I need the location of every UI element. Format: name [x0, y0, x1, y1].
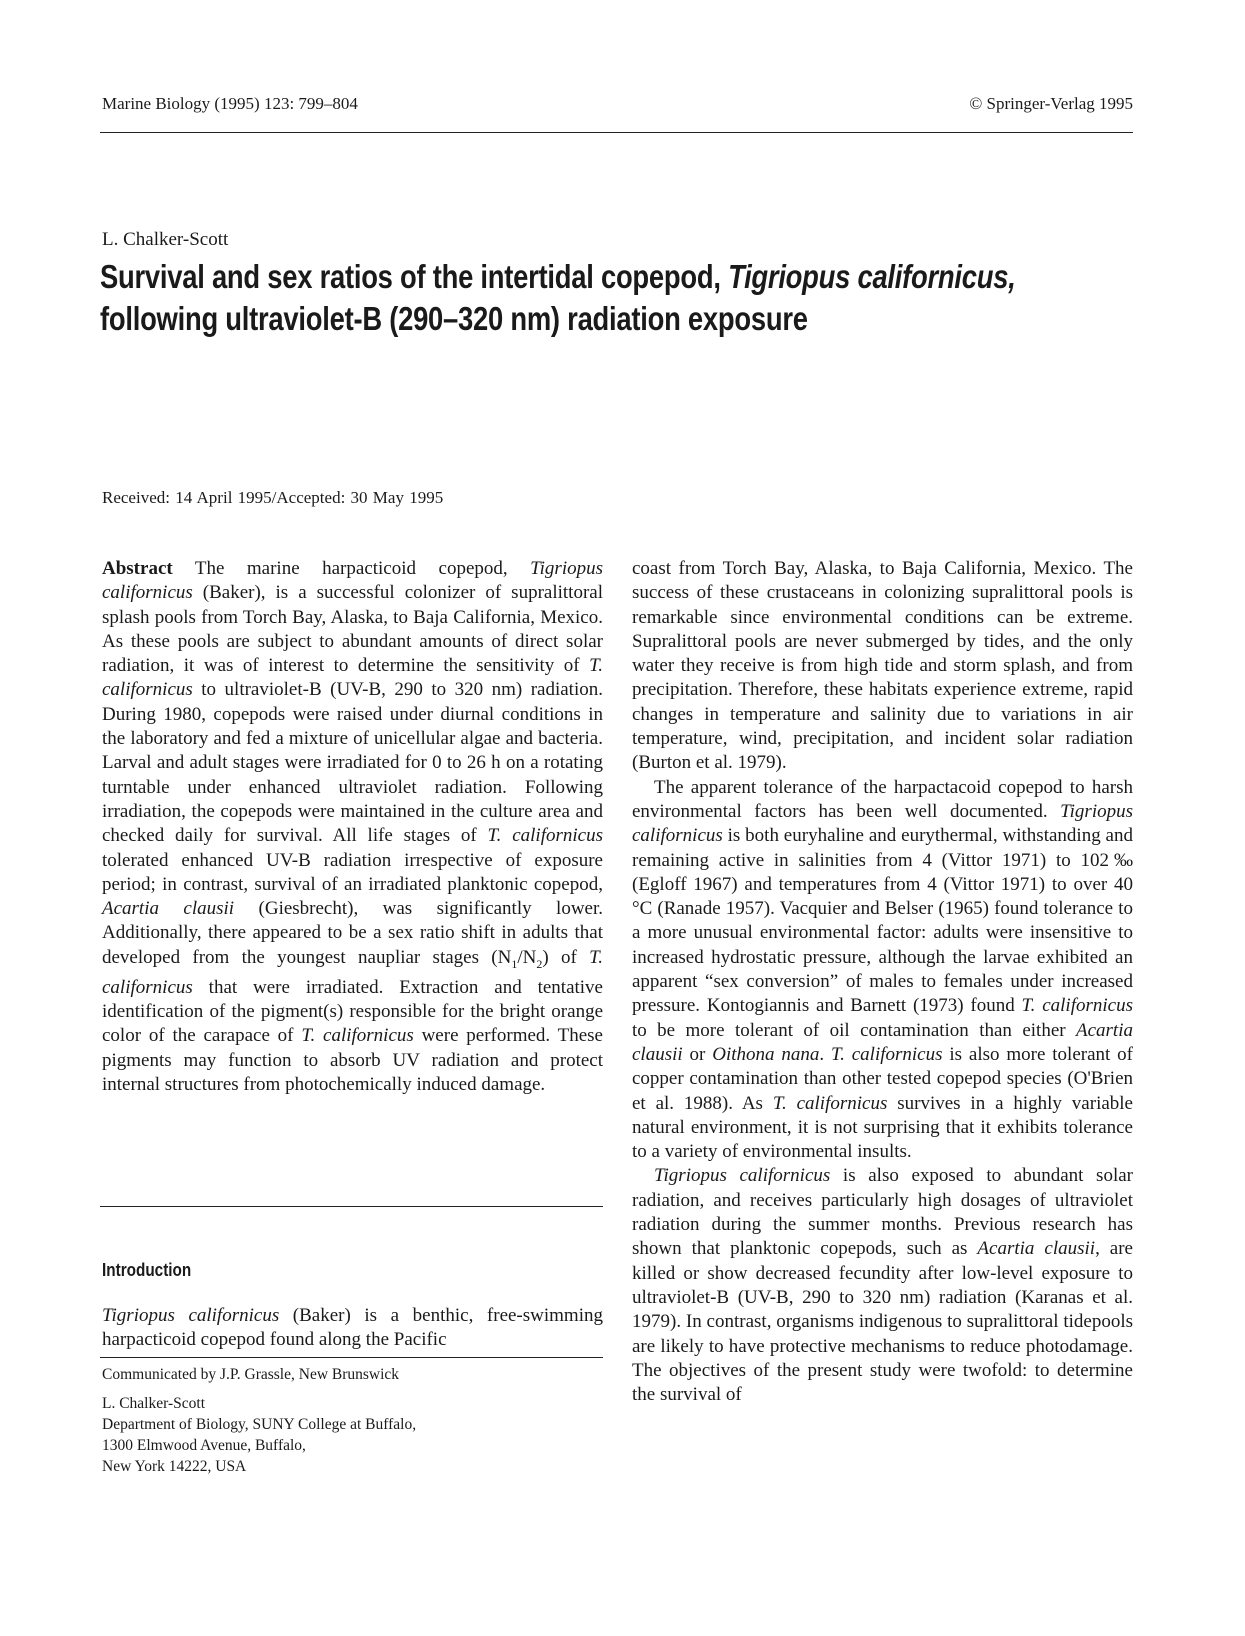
text-segment: Acartia clausii — [102, 898, 235, 920]
body-right-column — [632, 557, 1133, 1407]
title-species: Tigriopus californicus, — [728, 258, 1016, 295]
abstract-label: Abstract — [102, 558, 173, 579]
text-segment: Tigriopus californicus — [632, 800, 1133, 847]
text-segment: 1 — [511, 956, 518, 971]
text-segment: T. californicus — [830, 1043, 943, 1065]
introduction-paragraph — [102, 1304, 603, 1353]
text-segment: Tigriopus californicus — [654, 1165, 831, 1187]
text-segment: . — [819, 1043, 831, 1065]
text-segment: is also exposed to abundant solar radiation, and receives particularly high dosages of ultraviolet radiation during the summer months. Previous research has shown that planktonic copepods, such as — [632, 1165, 1133, 1260]
text-segment: is both euryhaline and eurythermal, withstanding and remaining active in salinities from 4 (Vittor 1971) to 102‰ (Egloff 1967) and temperatures from 4 (Vittor 1971) to over 40 °C (Ranade 1957). Vacquier and Belser (1965) found tolerance to a more unusual environmental factor: adults were insensitive to increased hydrostatic pressure, although the larvae exhibited an apparent “sex conversion” of males to females under increased pressure. Kontogiannis and Barnett (1973) found — [632, 825, 1133, 1017]
abstract-column — [102, 557, 603, 1097]
text-segment: Oithona nana — [712, 1043, 820, 1065]
copyright-notice: © Springer-Verlag 1995 — [969, 94, 1133, 113]
text-segment: The marine harpacticoid copepod, — [172, 558, 531, 579]
text-segment: tolerated enhanced UV-B radiation irrespective of exposure period; in contrast, survival of an irradiated planktonic copepod, — [102, 849, 603, 895]
journal-citation: Marine Biology (1995) 123: 799–804 — [102, 94, 358, 113]
text-segment: (Giesbrecht), was significantly lower. Additionally, there appeared to be a sex ratio shift in adults that developed from the youngest naupliar stages (N — [102, 898, 604, 968]
text-segment: coast from Torch Bay, Alaska, to Baja California, Mexico. The success of these crustaceans in colonizing supralittoral pools is remarkable since environmental conditions can be extreme. Supralittoral pools are never submerged by tides, and the only water they receive is from high tide and storm splash, and from precipitation. Therefore, these habitats experience extreme, rapid changes in temperature and salinity due to variations in air temperature, wind, precipitation, and incident solar radiation (Burton et al. 1979). — [632, 558, 1133, 774]
text-segment: T. californicus — [1021, 995, 1133, 1017]
footnote-divider — [100, 1357, 603, 1358]
text-segment: /N — [517, 946, 537, 968]
text-segment: to be more tolerant of oil contamination than either — [632, 1019, 1076, 1041]
text-segment: The apparent tolerance of the harpactacoid copepod to harsh environmental factors has been well documented. — [632, 776, 1133, 822]
text-segment: or — [682, 1043, 713, 1065]
body-paragraph-2 — [632, 776, 1133, 1165]
abstract-text — [102, 558, 603, 1095]
received-dates: Received: 14 April 1995/Accepted: 30 May 1995 — [102, 488, 444, 507]
text-segment: T. californicus — [772, 1092, 888, 1114]
text-segment: (Baker) is a benthic, free-swimming harpacticoid copepod found along the Pacific — [102, 1305, 603, 1351]
text-segment: Acartia clausii — [977, 1238, 1096, 1260]
body-paragraph-1 — [632, 557, 1133, 776]
text-segment: T. californicus — [102, 946, 604, 998]
text-segment: 2 — [536, 956, 543, 971]
text-segment: that were irradiated. Extraction and tentative identification of the pigment(s) responsible for the bright orange color of the carapace of — [102, 976, 603, 1047]
header-divider — [100, 132, 1133, 133]
text-segment: Acartia clausii — [632, 1019, 1133, 1065]
author-address — [102, 1393, 416, 1477]
text-segment: T. californicus — [487, 825, 603, 847]
text-segment: were performed. These pigments may function to absorb UV radiation and protect internal structures from photochemically induced damage. — [102, 1025, 603, 1096]
text-segment: Tigriopus californicus — [102, 558, 603, 604]
title-part-2: following ultraviolet-B (290–320 nm) radiation exposure — [100, 300, 808, 337]
text-segment: survives in a highly variable natural environment, it is not surprising that it exhibits tolerance to a variety of environmental insults. — [632, 1092, 1133, 1163]
address-name: L. Chalker-Scott — [102, 1395, 205, 1412]
communicated-by: Communicated by J.P. Grassle, New Brunswick — [102, 1366, 400, 1383]
address-street: 1300 Elmwood Avenue, Buffalo, — [102, 1437, 306, 1454]
body-paragraph-3 — [632, 1164, 1133, 1407]
text-segment: Tigriopus californicus — [102, 1305, 280, 1326]
text-segment: , are killed or show decreased fecundity after low-level exposure to ultraviolet-B (UV-B, 290 to 320 nm) radiation (Karanas et al. 1979). In contrast, organisms indigenous to supralittoral tidepools are likely to have protective mechanisms to reduce photodamage. The objectives of the present study were twofold: to determine the survival of — [632, 1238, 1133, 1406]
text-segment: T. californicus — [102, 655, 603, 701]
text-segment: (Baker), is a successful colonizer of supralittoral splash pools from Torch Bay, Alaska, to Baja California, Mexico. As these pools are subject to abundant amounts of direct solar radiation, it was of interest to determine the sensitivity of — [102, 582, 603, 677]
introduction-divider — [100, 1206, 603, 1207]
article-title — [100, 256, 1016, 340]
author-name: L. Chalker-Scott — [102, 229, 229, 250]
text-segment: to ultraviolet-B (UV-B, 290 to 320 nm) radiation. During 1980, copepods were raised under diurnal conditions in the laboratory and fed a mixture of unicellular algae and bacteria. Larval and adult stages were irradiated for 0 to 26 h on a rotating turntable under enhanced ultraviolet radiation. Following irradiation, the copepods were maintained in the culture area and checked daily for survival. All life stages of — [102, 679, 603, 847]
abstract-paragraph — [102, 557, 603, 1097]
text-segment: ) of — [542, 946, 590, 968]
text-segment: is also more tolerant of copper contamination than other tested copepod species (O'Brien et al. 1988). As — [632, 1043, 1133, 1114]
title-part-1: Survival and sex ratios of the intertidal copepod, — [100, 258, 729, 295]
text-segment: T. californicus — [301, 1025, 414, 1047]
address-city: New York 14222, USA — [102, 1458, 247, 1475]
introduction-heading: Introduction — [102, 1260, 192, 1280]
address-department: Department of Biology, SUNY College at Buffalo, — [102, 1416, 417, 1433]
